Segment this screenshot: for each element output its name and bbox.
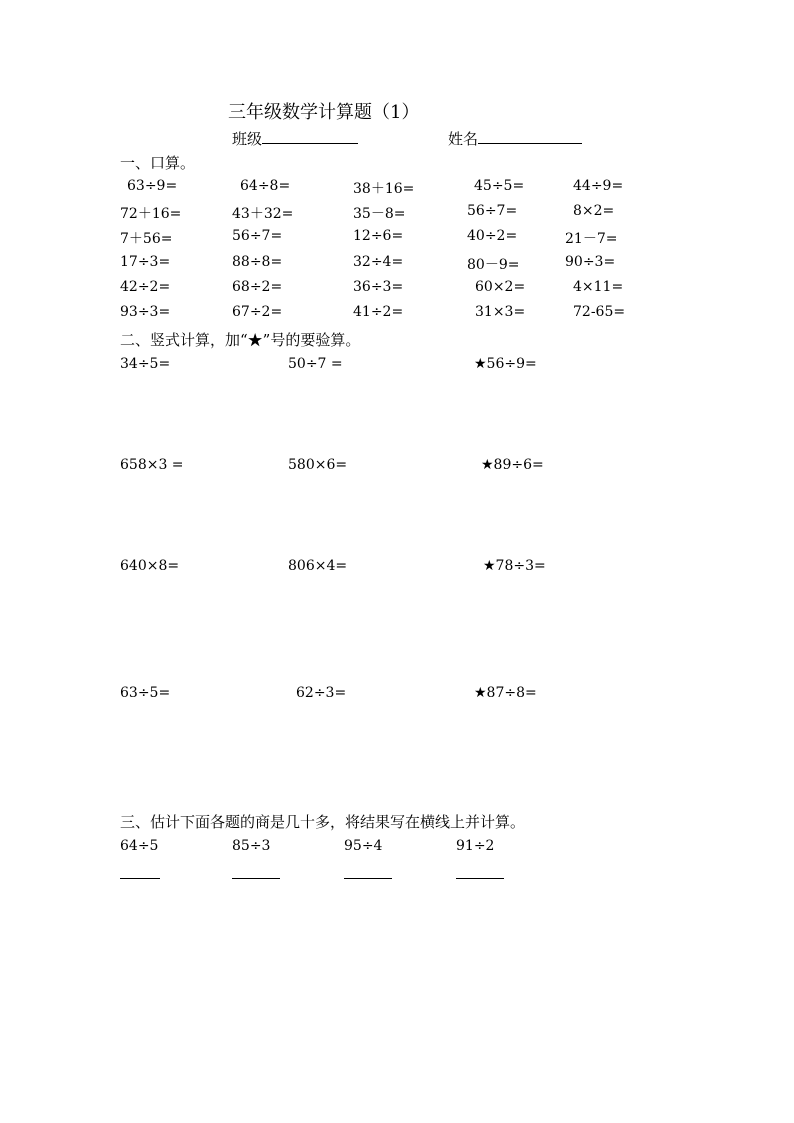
name-label: 姓名 xyxy=(448,130,479,148)
oral-item: 88÷8= xyxy=(232,254,283,270)
vertical-item: 50÷7 = xyxy=(288,356,343,372)
oral-item: 21－7= xyxy=(565,231,618,247)
estimate-item: 91÷2 xyxy=(456,838,495,854)
oral-item: 93÷3= xyxy=(120,304,171,320)
class-field xyxy=(232,128,358,149)
name-blank[interactable] xyxy=(478,129,582,144)
oral-item: 7＋56= xyxy=(120,231,173,247)
vertical-item: 640×8= xyxy=(120,558,180,574)
vertical-item-check: ★78÷3= xyxy=(483,558,546,574)
oral-item: 56÷7= xyxy=(467,203,518,219)
oral-item: 72＋16= xyxy=(120,206,182,222)
vertical-item: 806×4= xyxy=(288,558,348,574)
oral-item: 90÷3= xyxy=(565,254,616,270)
vertical-item: 63÷5= xyxy=(120,685,171,701)
vertical-item: 580×6= xyxy=(288,457,348,473)
oral-item: 72-65= xyxy=(573,304,626,320)
page-title: 三年级数学计算题（1） xyxy=(228,102,420,123)
oral-item: 42÷2= xyxy=(120,279,171,295)
oral-item: 45÷5= xyxy=(474,178,525,194)
oral-item: 38＋16= xyxy=(353,181,415,197)
section2-heading: 二、竖式计算，加“★”号的要验算。 xyxy=(120,331,361,349)
oral-item: 63÷9= xyxy=(127,178,178,194)
section1-heading: 一、口算。 xyxy=(120,154,196,172)
oral-item: 68÷2= xyxy=(232,279,283,295)
oral-item: 80－9= xyxy=(467,257,520,273)
estimate-answer-blank[interactable] xyxy=(232,878,280,879)
oral-item: 41÷2= xyxy=(353,304,404,320)
oral-item: 17÷3= xyxy=(120,254,171,270)
estimate-answer-blank[interactable] xyxy=(120,878,160,879)
class-blank[interactable] xyxy=(262,129,358,144)
oral-item: 43＋32= xyxy=(232,206,294,222)
oral-item: 32÷4= xyxy=(353,254,404,270)
estimate-answer-blank[interactable] xyxy=(456,878,504,879)
oral-item: 44÷9= xyxy=(573,178,624,194)
oral-item: 36÷3= xyxy=(353,279,404,295)
section3-heading: 三、估计下面各题的商是几十多，将结果写在横线上并计算。 xyxy=(120,813,526,831)
oral-item: 8×2= xyxy=(573,203,615,219)
vertical-item-check: ★56÷9= xyxy=(474,356,537,372)
oral-item: 67÷2= xyxy=(232,304,283,320)
oral-item: 60×2= xyxy=(475,279,526,295)
oral-item: 40÷2= xyxy=(467,228,518,244)
vertical-item-check: ★87÷8= xyxy=(474,685,537,701)
estimate-item: 85÷3 xyxy=(232,838,271,854)
vertical-item: 658×3 = xyxy=(120,457,184,473)
class-label: 班级 xyxy=(232,130,263,148)
oral-item: 31×3= xyxy=(475,304,526,320)
estimate-item: 64÷5 xyxy=(120,838,159,854)
estimate-answer-blank[interactable] xyxy=(344,878,392,879)
estimate-item: 95÷4 xyxy=(344,838,383,854)
oral-item: 64÷8= xyxy=(240,178,291,194)
vertical-item: 34÷5= xyxy=(120,356,171,372)
oral-item: 35－8= xyxy=(353,206,406,222)
oral-item: 12÷6= xyxy=(353,228,404,244)
oral-item: 4×11= xyxy=(573,279,624,295)
vertical-item-check: ★89÷6= xyxy=(481,457,544,473)
oral-item: 56÷7= xyxy=(232,228,283,244)
name-field xyxy=(448,128,582,149)
vertical-item: 62÷3= xyxy=(296,685,347,701)
